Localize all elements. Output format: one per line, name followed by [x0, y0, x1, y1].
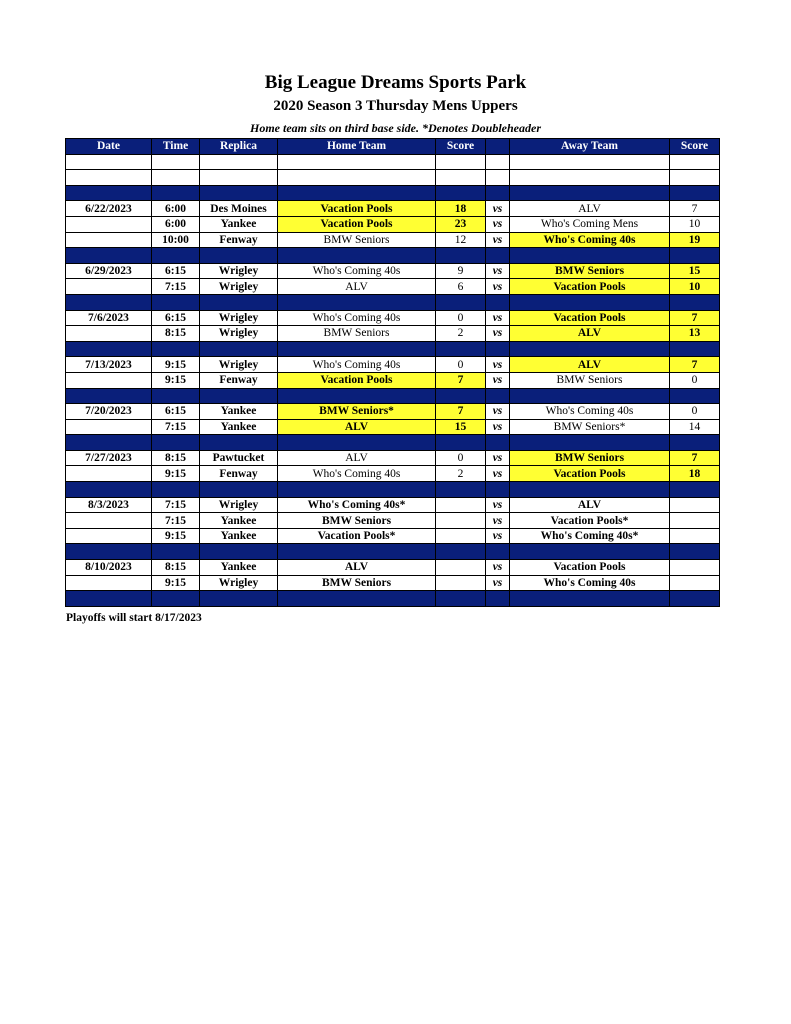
vs-cell: vs: [486, 528, 510, 544]
week-separator-row: [66, 185, 720, 201]
vs-cell: vs: [486, 404, 510, 420]
replica-cell: Wrigley: [200, 575, 278, 591]
time-cell: 9:15: [152, 466, 200, 482]
home-team-cell: BMW Seniors: [278, 513, 436, 529]
replica-cell: Yankee: [200, 528, 278, 544]
home-team-cell: Vacation Pools: [278, 372, 436, 388]
separator-cell: [436, 248, 486, 264]
away-score-cell: 7: [670, 201, 720, 217]
away-team-cell: ALV: [510, 497, 670, 513]
home-score-cell: [436, 497, 486, 513]
separator-cell: [152, 482, 200, 498]
separator-cell: [152, 544, 200, 560]
time-cell: 9:15: [152, 528, 200, 544]
home-team-cell: ALV: [278, 279, 436, 295]
separator-cell: [278, 248, 436, 264]
home-score-cell: 12: [436, 232, 486, 248]
replica-cell: Des Moines: [200, 201, 278, 217]
home-score-cell: [436, 528, 486, 544]
blank-cell: [66, 154, 152, 170]
away-team-cell: ALV: [510, 357, 670, 373]
separator-cell: [66, 388, 152, 404]
date-cell: [66, 575, 152, 591]
separator-cell: [486, 482, 510, 498]
replica-cell: Wrigley: [200, 310, 278, 326]
separator-cell: [200, 435, 278, 451]
away-team-cell: Who's Coming 40s*: [510, 528, 670, 544]
separator-cell: [510, 248, 670, 264]
game-row: [66, 528, 720, 544]
away-team-cell: Vacation Pools: [510, 466, 670, 482]
week-separator-row: [66, 591, 720, 607]
separator-cell: [200, 544, 278, 560]
time-cell: 7:15: [152, 497, 200, 513]
time-cell: 9:15: [152, 575, 200, 591]
separator-cell: [670, 435, 720, 451]
separator-cell: [278, 591, 436, 607]
game-row: [66, 216, 720, 232]
replica-cell: Yankee: [200, 560, 278, 576]
home-score-cell: 23: [436, 216, 486, 232]
home-score-cell: 2: [436, 326, 486, 342]
vs-cell: vs: [486, 560, 510, 576]
time-cell: 6:15: [152, 310, 200, 326]
time-cell: 6:00: [152, 216, 200, 232]
time-cell: 7:15: [152, 419, 200, 435]
blank-row: [66, 154, 720, 170]
vs-cell: vs: [486, 326, 510, 342]
home-score-cell: 2: [436, 466, 486, 482]
replica-cell: Yankee: [200, 513, 278, 529]
blank-cell: [510, 170, 670, 186]
home-score-cell: 18: [436, 201, 486, 217]
separator-cell: [510, 294, 670, 310]
vs-cell: vs: [486, 216, 510, 232]
separator-cell: [486, 544, 510, 560]
separator-cell: [66, 248, 152, 264]
schedule-body: [66, 154, 720, 606]
vs-cell: vs: [486, 201, 510, 217]
home-team-cell: BMW Seniors: [278, 326, 436, 342]
vs-cell: vs: [486, 419, 510, 435]
date-cell: [66, 232, 152, 248]
separator-cell: [510, 388, 670, 404]
blank-cell: [152, 154, 200, 170]
away-team-cell: Who's Coming 40s: [510, 575, 670, 591]
game-row: [66, 310, 720, 326]
replica-cell: Fenway: [200, 466, 278, 482]
header-row: [66, 139, 720, 155]
home-score-cell: 0: [436, 357, 486, 373]
blank-cell: [152, 170, 200, 186]
away-score-cell: 10: [670, 279, 720, 295]
replica-cell: Wrigley: [200, 326, 278, 342]
separator-cell: [152, 248, 200, 264]
vs-cell: vs: [486, 513, 510, 529]
separator-cell: [66, 435, 152, 451]
separator-cell: [510, 185, 670, 201]
separator-cell: [670, 388, 720, 404]
date-cell: [66, 372, 152, 388]
game-row: [66, 279, 720, 295]
blank-cell: [278, 154, 436, 170]
vs-cell: vs: [486, 575, 510, 591]
away-team-cell: Who's Coming 40s: [510, 404, 670, 420]
separator-cell: [66, 482, 152, 498]
separator-cell: [278, 185, 436, 201]
time-cell: 6:15: [152, 263, 200, 279]
replica-cell: Yankee: [200, 216, 278, 232]
away-score-cell: 10: [670, 216, 720, 232]
time-cell: 6:00: [152, 201, 200, 217]
replica-cell: Fenway: [200, 232, 278, 248]
away-score-cell: 14: [670, 419, 720, 435]
game-row: [66, 575, 720, 591]
game-row: [66, 560, 720, 576]
separator-cell: [486, 248, 510, 264]
game-row: [66, 497, 720, 513]
separator-cell: [66, 341, 152, 357]
home-team-cell: BMW Seniors: [278, 575, 436, 591]
away-score-cell: 15: [670, 263, 720, 279]
separator-cell: [670, 482, 720, 498]
blank-cell: [436, 170, 486, 186]
separator-cell: [66, 185, 152, 201]
away-score-cell: 0: [670, 404, 720, 420]
away-score-cell: 7: [670, 357, 720, 373]
separator-cell: [200, 591, 278, 607]
game-row: [66, 326, 720, 342]
replica-cell: Wrigley: [200, 497, 278, 513]
game-row: [66, 201, 720, 217]
home-score-cell: [436, 560, 486, 576]
separator-cell: [486, 341, 510, 357]
separator-cell: [152, 185, 200, 201]
home-score-cell: 9: [436, 263, 486, 279]
separator-cell: [278, 435, 436, 451]
week-separator-row: [66, 248, 720, 264]
replica-cell: Fenway: [200, 372, 278, 388]
game-row: [66, 357, 720, 373]
separator-cell: [152, 294, 200, 310]
separator-cell: [670, 341, 720, 357]
away-team-cell: Vacation Pools: [510, 310, 670, 326]
separator-cell: [486, 388, 510, 404]
blank-cell: [200, 170, 278, 186]
separator-cell: [66, 294, 152, 310]
separator-cell: [200, 185, 278, 201]
away-score-cell: 18: [670, 466, 720, 482]
separator-cell: [278, 544, 436, 560]
separator-cell: [436, 482, 486, 498]
date-cell: [66, 528, 152, 544]
vs-cell: vs: [486, 232, 510, 248]
home-team-cell: BMW Seniors*: [278, 404, 436, 420]
home-score-cell: 6: [436, 279, 486, 295]
separator-cell: [510, 341, 670, 357]
home-team-cell: Vacation Pools*: [278, 528, 436, 544]
game-row: [66, 232, 720, 248]
home-team-cell: ALV: [278, 419, 436, 435]
home-team-cell: ALV: [278, 450, 436, 466]
away-team-cell: BMW Seniors: [510, 263, 670, 279]
week-separator-row: [66, 482, 720, 498]
date-cell: 6/29/2023: [66, 263, 152, 279]
separator-cell: [436, 294, 486, 310]
away-score-cell: 0: [670, 372, 720, 388]
away-score-cell: 7: [670, 450, 720, 466]
vs-cell: vs: [486, 372, 510, 388]
separator-cell: [152, 435, 200, 451]
separator-cell: [510, 591, 670, 607]
away-score-cell: [670, 513, 720, 529]
date-cell: 7/20/2023: [66, 404, 152, 420]
separator-cell: [152, 388, 200, 404]
header-vs: [486, 139, 510, 155]
separator-cell: [670, 591, 720, 607]
date-cell: 7/13/2023: [66, 357, 152, 373]
header-replica: Replica: [200, 139, 278, 155]
blank-cell: [436, 154, 486, 170]
home-score-cell: 15: [436, 419, 486, 435]
vs-cell: vs: [486, 450, 510, 466]
away-team-cell: BMW Seniors*: [510, 419, 670, 435]
separator-cell: [278, 388, 436, 404]
date-cell: 7/6/2023: [66, 310, 152, 326]
away-team-cell: Who's Coming 40s: [510, 232, 670, 248]
separator-cell: [200, 294, 278, 310]
separator-cell: [510, 482, 670, 498]
replica-cell: Yankee: [200, 404, 278, 420]
schedule-table: [65, 138, 720, 607]
vs-cell: vs: [486, 263, 510, 279]
game-row: [66, 263, 720, 279]
away-team-cell: ALV: [510, 201, 670, 217]
separator-cell: [436, 544, 486, 560]
blank-row: [66, 170, 720, 186]
game-row: [66, 372, 720, 388]
replica-cell: Wrigley: [200, 279, 278, 295]
separator-cell: [66, 591, 152, 607]
header-home-score: Score: [436, 139, 486, 155]
page-subtitle: 2020 Season 3 Thursday Mens Uppers: [273, 98, 518, 114]
home-score-cell: 0: [436, 310, 486, 326]
header-away-score: Score: [670, 139, 720, 155]
blank-cell: [200, 154, 278, 170]
separator-cell: [670, 294, 720, 310]
away-team-cell: Vacation Pools: [510, 279, 670, 295]
header-date: Date: [66, 139, 152, 155]
time-cell: 7:15: [152, 279, 200, 295]
playoffs-note: Playoffs will start 8/17/2023: [66, 612, 202, 624]
date-cell: [66, 326, 152, 342]
home-team-cell: ALV: [278, 560, 436, 576]
vs-cell: vs: [486, 279, 510, 295]
separator-cell: [436, 388, 486, 404]
separator-cell: [436, 341, 486, 357]
separator-cell: [670, 544, 720, 560]
blank-cell: [670, 154, 720, 170]
separator-cell: [278, 294, 436, 310]
game-row: [66, 466, 720, 482]
separator-cell: [436, 185, 486, 201]
replica-cell: Wrigley: [200, 263, 278, 279]
separator-cell: [486, 435, 510, 451]
date-cell: [66, 419, 152, 435]
header-time: Time: [152, 139, 200, 155]
vs-cell: vs: [486, 357, 510, 373]
time-cell: 9:15: [152, 372, 200, 388]
separator-cell: [200, 388, 278, 404]
home-team-cell: Who's Coming 40s: [278, 357, 436, 373]
separator-cell: [486, 185, 510, 201]
time-cell: 6:15: [152, 404, 200, 420]
away-team-cell: Vacation Pools*: [510, 513, 670, 529]
week-separator-row: [66, 388, 720, 404]
page-title: Big League Dreams Sports Park: [264, 72, 527, 93]
blank-cell: [510, 154, 670, 170]
separator-cell: [670, 185, 720, 201]
home-score-cell: 0: [436, 450, 486, 466]
home-team-cell: Vacation Pools: [278, 216, 436, 232]
away-team-cell: ALV: [510, 326, 670, 342]
home-team-cell: Who's Coming 40s: [278, 263, 436, 279]
away-team-cell: Vacation Pools: [510, 560, 670, 576]
date-cell: [66, 513, 152, 529]
blank-cell: [486, 170, 510, 186]
week-separator-row: [66, 544, 720, 560]
away-score-cell: [670, 497, 720, 513]
home-score-cell: [436, 575, 486, 591]
away-score-cell: 13: [670, 326, 720, 342]
header-away-team: Away Team: [510, 139, 670, 155]
home-team-cell: Who's Coming 40s: [278, 310, 436, 326]
separator-cell: [486, 591, 510, 607]
separator-cell: [486, 294, 510, 310]
away-score-cell: [670, 560, 720, 576]
doubleheader-note: Home team sits on third base side. *Denotes Doubleheader: [250, 121, 541, 135]
separator-cell: [510, 544, 670, 560]
separator-cell: [152, 341, 200, 357]
blank-cell: [670, 170, 720, 186]
away-score-cell: 19: [670, 232, 720, 248]
separator-cell: [436, 591, 486, 607]
separator-cell: [278, 341, 436, 357]
blank-cell: [486, 154, 510, 170]
separator-cell: [670, 248, 720, 264]
separator-cell: [278, 482, 436, 498]
blank-cell: [66, 170, 152, 186]
separator-cell: [510, 435, 670, 451]
date-cell: [66, 279, 152, 295]
date-cell: 8/3/2023: [66, 497, 152, 513]
separator-cell: [200, 341, 278, 357]
time-cell: 8:15: [152, 326, 200, 342]
vs-cell: vs: [486, 497, 510, 513]
separator-cell: [152, 591, 200, 607]
home-score-cell: 7: [436, 372, 486, 388]
game-row: [66, 513, 720, 529]
time-cell: 7:15: [152, 513, 200, 529]
away-team-cell: BMW Seniors: [510, 450, 670, 466]
separator-cell: [200, 248, 278, 264]
game-row: [66, 450, 720, 466]
blank-cell: [278, 170, 436, 186]
home-team-cell: Who's Coming 40s*: [278, 497, 436, 513]
week-separator-row: [66, 294, 720, 310]
home-team-cell: Who's Coming 40s: [278, 466, 436, 482]
date-cell: [66, 466, 152, 482]
away-score-cell: 7: [670, 310, 720, 326]
away-score-cell: [670, 575, 720, 591]
game-row: [66, 404, 720, 420]
away-team-cell: Who's Coming Mens: [510, 216, 670, 232]
vs-cell: vs: [486, 466, 510, 482]
time-cell: 8:15: [152, 560, 200, 576]
replica-cell: Wrigley: [200, 357, 278, 373]
time-cell: 9:15: [152, 357, 200, 373]
game-row: [66, 419, 720, 435]
header-home-team: Home Team: [278, 139, 436, 155]
separator-cell: [436, 435, 486, 451]
home-team-cell: BMW Seniors: [278, 232, 436, 248]
separator-cell: [66, 544, 152, 560]
date-cell: 6/22/2023: [66, 201, 152, 217]
home-score-cell: 7: [436, 404, 486, 420]
week-separator-row: [66, 435, 720, 451]
replica-cell: Yankee: [200, 419, 278, 435]
date-cell: 7/27/2023: [66, 450, 152, 466]
away-team-cell: BMW Seniors: [510, 372, 670, 388]
time-cell: 10:00: [152, 232, 200, 248]
away-score-cell: [670, 528, 720, 544]
home-score-cell: [436, 513, 486, 529]
replica-cell: Pawtucket: [200, 450, 278, 466]
week-separator-row: [66, 341, 720, 357]
time-cell: 8:15: [152, 450, 200, 466]
home-team-cell: Vacation Pools: [278, 201, 436, 217]
date-cell: [66, 216, 152, 232]
vs-cell: vs: [486, 310, 510, 326]
date-cell: 8/10/2023: [66, 560, 152, 576]
separator-cell: [200, 482, 278, 498]
